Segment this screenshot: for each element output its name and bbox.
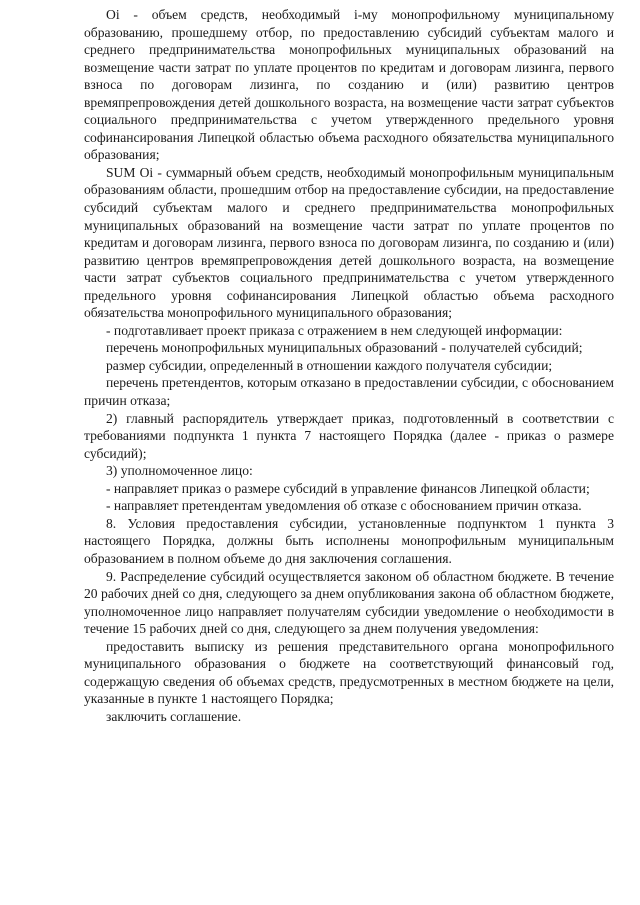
paragraph-send-order: - направляет приказ о размере субсидий в управление финансов Липецкой области; <box>106 480 590 496</box>
paragraph-send-notices: - направляет претендентам уведомления об отказе с обоснованием причин отказа. <box>106 498 582 514</box>
paragraph-item-3: 3) уполномоченное лицо: <box>106 463 253 479</box>
paragraph-sum-oi-definition: SUM Oi - суммарный объем средств, необходимый монопрофильным муниципальным образованиям области, прошедшим отбор на предоставление субсидии, на предоставление субсидий субъектам малого и среднего предпринимательства монопрофильных муниципальных образований на возмещение части затрат по уплате процентов по кредитам и договорам лизинга, первого взноса по договорам лизинга, по созданию и (или) развитию центров времяпрепровождения детей дошкольного возраста, на возмещение части затрат субъектов социального предпринимательства с учетом утвержденного предельного уровня софинансирования Липецкой областью объема расходного обязательства монопрофильного муниципального образования; <box>84 164 614 321</box>
paragraph-item-9: 9. Распределение субсидий осуществляется законом об областном бюджете. В течение 20 рабочих дней со дня, следующего за днем опубликования закона об областном бюджете, уполномоченное лицо направляет получателям субсидии уведомление о необходимости в течение 15 рабочих дней со дня, следующего за днем получения уведомления: <box>84 568 614 637</box>
paragraph-item-8: 8. Условия предоставления субсидии, установленные подпунктом 1 пункта 3 настоящего Порядка, должны быть исполнены монопрофильным муниципальным образованием в полном объеме до дня заключения соглашения. <box>84 515 614 566</box>
paragraph-prepare-order: - подготавливает проект приказа с отражением в нем следующей информации: <box>106 322 563 338</box>
paragraph-list-refused: перечень претендентов, которым отказано в предоставлении субсидии, с обоснованием причин отказа; <box>84 375 614 409</box>
paragraph-provide-extract: предоставить выписку из решения представительного органа монопрофильного муниципального образования о бюджете на соответствующий финансовый год, содержащую сведения об объемах средств, предусмотренных в местном бюджете на цели, указанные в пункте 1 настоящего Порядка; <box>84 638 614 707</box>
paragraph-conclude-agreement: заключить соглашение. <box>106 708 242 724</box>
paragraph-oi-definition: Oi - объем средств, необходимый i-му монопрофильному муниципальному образованию, прошедшему отбор, по предоставлению субсидий субъектам малого и среднего предпринимательства монопрофильных муниципальных образований на возмещение части затрат по уплате процентов по кредитам и договорам лизинга, первого взноса по договорам лизинга, по созданию и (или) развитию центров времяпрепровождения детей дошкольного возраста, на возмещение части затрат субъектов социального предпринимательства с учетом утвержденного предельного уровня софинансирования Липецкой областью объема расходного обязательства муниципального образования; <box>84 7 614 163</box>
paragraph-item-2: 2) главный распорядитель утверждает приказ, подготовленный в соответствии с требованиями подпункта 1 пункта 7 настоящего Порядка (далее - приказ о размере субсидий); <box>84 410 614 461</box>
paragraph-subsidy-amount: размер субсидии, определенный в отношении каждого получателя субсидии; <box>106 357 553 373</box>
paragraph-list-recipients: перечень монопрофильных муниципальных образований - получателей субсидий; <box>106 340 583 356</box>
